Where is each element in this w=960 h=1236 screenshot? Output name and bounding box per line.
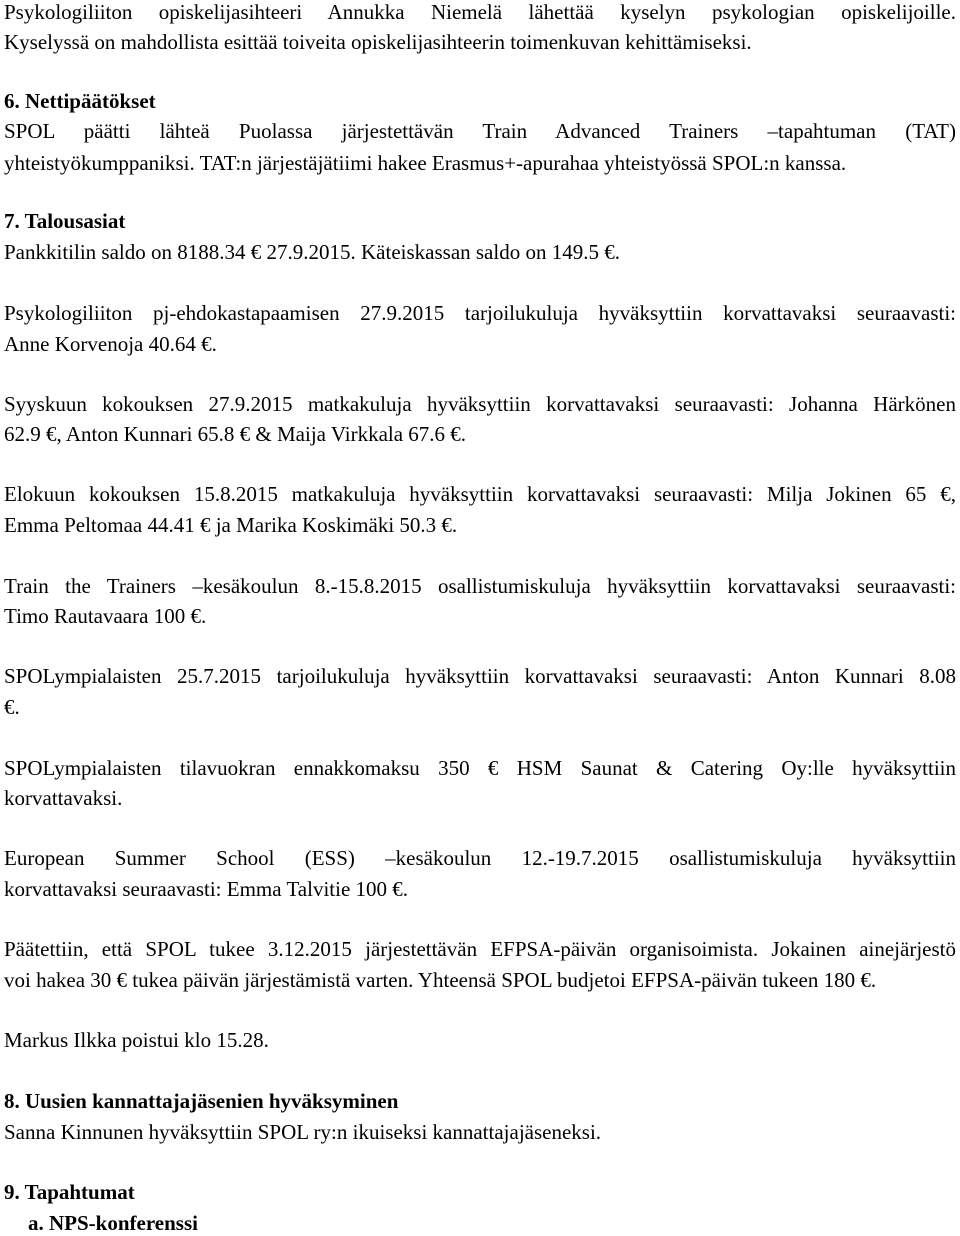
paragraph-line: €. — [4, 695, 20, 719]
paragraph-line: Anne Korvenoja 40.64 €. — [4, 332, 217, 356]
paragraph-line: yhteistyökumppaniksi. TAT:n järjestäjätiimi hakee Erasmus+-apurahaa yhteistyössä SPOL:n kanssa. — [4, 151, 847, 175]
paragraph-line: Train the Trainers –kesäkoulun 8.-15.8.2015 osallistumiskuluja hyväksyttiin korvattavaksi seuraavasti: — [4, 574, 956, 598]
paragraph-line: Elokuun kokouksen 15.8.2015 matkakuluja hyväksyttiin korvattavaksi seuraavasti: Milja Jokinen 65 €, — [4, 482, 956, 506]
paragraph-line: Timo Rautavaara 100 €. — [4, 604, 207, 628]
section-heading: 8. Uusien kannattajajäsenien hyväksyminen — [4, 1089, 399, 1113]
paragraph-line: Sanna Kinnunen hyväksyttiin SPOL ry:n ikuiseksi kannattajajäseneksi. — [4, 1120, 602, 1144]
paragraph-line: SPOLympialaisten 25.7.2015 tarjoilukuluja hyväksyttiin korvattavaksi seuraavasti: Anton Kunnari 8.08 — [4, 664, 956, 688]
paragraph-line: Emma Peltomaa 44.41 € ja Marika Koskimäki 50.3 €. — [4, 513, 458, 537]
paragraph-line: 62.9 €, Anton Kunnari 65.8 € & Maija Virkkala 67.6 €. — [4, 422, 467, 446]
paragraph-line: SPOLympialaisten tilavuokran ennakkomaksu 350 € HSM Saunat & Catering Oy:lle hyväksyttiin — [4, 756, 956, 780]
paragraph-line: European Summer School (ESS) –kesäkoulun 12.-19.7.2015 osallistumiskuluja hyväksyttiin — [4, 846, 956, 870]
paragraph-line: Psykologiliiton pj-ehdokastapaamisen 27.9.2015 tarjoilukuluja hyväksyttiin korvattavaksi seuraavasti: — [4, 301, 956, 325]
paragraph-line: korvattavaksi seuraavasti: Emma Talvitie 100 €. — [4, 877, 409, 901]
paragraph-line: Päätettiin, että SPOL tukee 3.12.2015 järjestettävän EFPSA-päivän organisoimista. Jokainen ainejärjestö — [4, 937, 956, 961]
paragraph-line: Psykologiliiton opiskelijasihteeri Annukka Niemelä lähettää kyselyn psykologian opiskelijoille. — [4, 0, 956, 24]
subsection-heading: a. NPS-konferenssi — [28, 1211, 198, 1235]
paragraph-line: Syyskuun kokouksen 27.9.2015 matkakuluja hyväksyttiin korvattavaksi seuraavasti: Johanna Härkönen — [4, 392, 956, 416]
paragraph-line: Markus Ilkka poistui klo 15.28. — [4, 1028, 269, 1052]
section-heading: 7. Talousasiat — [4, 209, 126, 233]
paragraph-line: Pankkitilin saldo on 8188.34 € 27.9.2015. Käteiskassan saldo on 149.5 €. — [4, 240, 620, 264]
paragraph-line: voi hakea 30 € tukea päivän järjestämistä varten. Yhteensä SPOL budjetoi EFPSA-päivän tukeen 180 €. — [4, 968, 877, 992]
section-heading: 9. Tapahtumat — [4, 1180, 135, 1204]
paragraph-line: SPOL päätti lähteä Puolassa järjestettävän Train Advanced Trainers –tapahtuman (TAT) — [4, 119, 956, 143]
paragraph-line: korvattavaksi. — [4, 786, 123, 810]
section-heading: 6. Nettipäätökset — [4, 89, 156, 113]
paragraph-line: Kyselyssä on mahdollista esittää toiveita opiskelijasihteerin toimenkuvan kehittämiseksi. — [4, 30, 752, 54]
